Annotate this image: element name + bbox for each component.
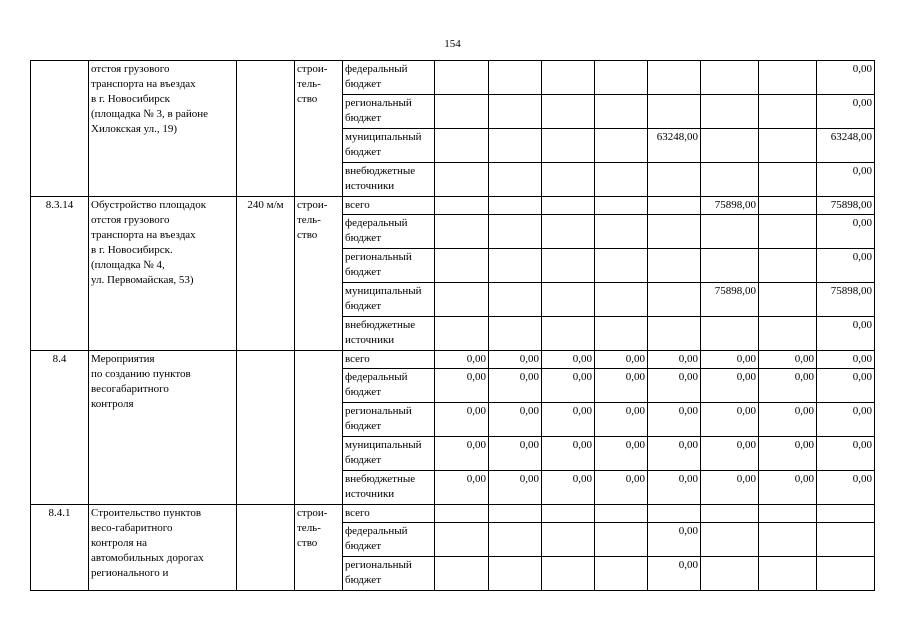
year-value-cell [701, 317, 759, 351]
year-value-cell [701, 505, 759, 523]
year-value-cell [648, 197, 701, 215]
year-value-cell [435, 317, 489, 351]
year-value-cell: 0,00 [759, 437, 817, 471]
year-value-cell: 0,00 [542, 471, 595, 505]
year-value-cell: 0,00 [701, 471, 759, 505]
year-value-cell [701, 249, 759, 283]
page-number: 154 [444, 38, 461, 50]
year-value-cell: 0,00 [435, 403, 489, 437]
year-value-cell: 75898,00 [701, 197, 759, 215]
year-value-cell: 0,00 [648, 403, 701, 437]
year-value-cell [759, 129, 817, 163]
year-value-cell [489, 163, 542, 197]
year-value-cell [595, 505, 648, 523]
year-value-cell: 0,00 [489, 471, 542, 505]
funding-source-label: муниципальный бюджет [343, 129, 435, 163]
year-value-cell [542, 61, 595, 95]
year-value-cell [489, 249, 542, 283]
total-value-cell [817, 505, 875, 523]
year-value-cell: 0,00 [701, 403, 759, 437]
year-value-cell: 0,00 [489, 403, 542, 437]
row-capacity [237, 505, 295, 591]
year-value-cell: 0,00 [759, 403, 817, 437]
year-value-cell: 0,00 [759, 471, 817, 505]
year-value-cell [489, 215, 542, 249]
total-value-cell: 0,00 [817, 249, 875, 283]
year-value-cell [595, 249, 648, 283]
row-capacity [237, 351, 295, 505]
year-value-cell: 0,00 [595, 471, 648, 505]
year-value-cell [435, 197, 489, 215]
year-value-cell [595, 197, 648, 215]
year-value-cell: 0,00 [542, 437, 595, 471]
row-type: строи- тель- ство [295, 197, 343, 351]
total-value-cell: 0,00 [817, 369, 875, 403]
year-value-cell: 0,00 [648, 437, 701, 471]
year-value-cell [759, 317, 817, 351]
funding-source-label: федеральный бюджет [343, 369, 435, 403]
year-value-cell [595, 557, 648, 591]
year-value-cell [648, 215, 701, 249]
year-value-cell: 0,00 [435, 437, 489, 471]
total-value-cell: 0,00 [817, 351, 875, 369]
funding-source-label: муниципальный бюджет [343, 283, 435, 317]
year-value-cell [701, 557, 759, 591]
funding-source-label: внебюджетные источники [343, 317, 435, 351]
year-value-cell [542, 317, 595, 351]
row-name: отстоя грузового транспорта на въездах в г. Новосибирск (площадка № 3, в районе Хилокская ул., 19) [89, 61, 237, 197]
row-code: 8.4.1 [31, 505, 89, 591]
year-value-cell [701, 163, 759, 197]
year-value-cell: 0,00 [489, 351, 542, 369]
row-type [295, 351, 343, 505]
year-value-cell [759, 197, 817, 215]
funding-source-label: муниципальный бюджет [343, 437, 435, 471]
year-value-cell: 0,00 [542, 351, 595, 369]
year-value-cell [542, 197, 595, 215]
year-value-cell [595, 317, 648, 351]
row-capacity: 240 м/м [237, 197, 295, 351]
year-value-cell [648, 249, 701, 283]
year-value-cell [542, 523, 595, 557]
year-value-cell [759, 249, 817, 283]
year-value-cell [595, 523, 648, 557]
year-value-cell: 0,00 [701, 351, 759, 369]
funding-source-label: региональный бюджет [343, 403, 435, 437]
year-value-cell [701, 95, 759, 129]
year-value-cell [595, 61, 648, 95]
year-value-cell: 0,00 [648, 351, 701, 369]
total-value-cell [817, 523, 875, 557]
year-value-cell: 0,00 [489, 437, 542, 471]
year-value-cell: 0,00 [435, 471, 489, 505]
year-value-cell [435, 95, 489, 129]
total-value-cell: 0,00 [817, 317, 875, 351]
year-value-cell [759, 163, 817, 197]
year-value-cell [648, 317, 701, 351]
funding-source-label: федеральный бюджет [343, 215, 435, 249]
row-capacity [237, 61, 295, 197]
year-value-cell [595, 215, 648, 249]
year-value-cell [759, 215, 817, 249]
year-value-cell [759, 283, 817, 317]
year-value-cell [489, 557, 542, 591]
year-value-cell [489, 523, 542, 557]
funding-source-label: федеральный бюджет [343, 61, 435, 95]
year-value-cell [489, 95, 542, 129]
year-value-cell: 0,00 [595, 437, 648, 471]
year-value-cell: 63248,00 [648, 129, 701, 163]
year-value-cell [489, 283, 542, 317]
total-value-cell: 0,00 [817, 61, 875, 95]
total-value-cell: 0,00 [817, 437, 875, 471]
year-value-cell [595, 163, 648, 197]
funding-source-label: федеральный бюджет [343, 523, 435, 557]
row-name: Мероприятия по созданию пунктов весогабаритного контроля [89, 351, 237, 505]
total-value-cell [817, 557, 875, 591]
funding-source-label: всего [343, 505, 435, 523]
year-value-cell [759, 523, 817, 557]
year-value-cell [648, 283, 701, 317]
year-value-cell [701, 215, 759, 249]
year-value-cell [701, 523, 759, 557]
total-value-cell: 75898,00 [817, 197, 875, 215]
year-value-cell: 0,00 [542, 369, 595, 403]
year-value-cell [542, 249, 595, 283]
total-value-cell: 75898,00 [817, 283, 875, 317]
year-value-cell [542, 95, 595, 129]
year-value-cell [435, 557, 489, 591]
funding-source-label: региональный бюджет [343, 95, 435, 129]
year-value-cell [542, 215, 595, 249]
funding-source-label: внебюджетные источники [343, 471, 435, 505]
year-value-cell [595, 95, 648, 129]
year-value-cell [701, 129, 759, 163]
year-value-cell [648, 61, 701, 95]
total-value-cell: 0,00 [817, 471, 875, 505]
year-value-cell [489, 129, 542, 163]
year-value-cell [542, 505, 595, 523]
year-value-cell: 0,00 [701, 437, 759, 471]
row-name: Обустройство площадок отстоя грузового транспорта на въездах в г. Новосибирск. (площадка № 4, ул. Первомайская, 53) [89, 197, 237, 351]
table-row [31, 505, 875, 523]
year-value-cell [435, 129, 489, 163]
total-value-cell: 0,00 [817, 215, 875, 249]
funding-source-label: региональный бюджет [343, 557, 435, 591]
table-row [31, 197, 875, 215]
year-value-cell [435, 283, 489, 317]
row-type: строи- тель- ство [295, 505, 343, 591]
year-value-cell [489, 61, 542, 95]
year-value-cell: 0,00 [648, 523, 701, 557]
year-value-cell [542, 163, 595, 197]
year-value-cell [648, 95, 701, 129]
row-code: 8.4 [31, 351, 89, 505]
funding-source-label: региональный бюджет [343, 249, 435, 283]
year-value-cell: 0,00 [595, 369, 648, 403]
total-value-cell: 63248,00 [817, 129, 875, 163]
year-value-cell [435, 61, 489, 95]
year-value-cell [435, 163, 489, 197]
funding-source-label: всего [343, 197, 435, 215]
year-value-cell: 0,00 [595, 351, 648, 369]
year-value-cell [595, 129, 648, 163]
year-value-cell [595, 283, 648, 317]
year-value-cell: 0,00 [435, 369, 489, 403]
year-value-cell: 0,00 [648, 557, 701, 591]
total-value-cell: 0,00 [817, 403, 875, 437]
year-value-cell: 0,00 [542, 403, 595, 437]
year-value-cell [759, 557, 817, 591]
year-value-cell [489, 317, 542, 351]
year-value-cell [435, 505, 489, 523]
year-value-cell: 75898,00 [701, 283, 759, 317]
year-value-cell [435, 523, 489, 557]
total-value-cell: 0,00 [817, 163, 875, 197]
year-value-cell: 0,00 [595, 403, 648, 437]
row-name: Строительство пунктов весо-габаритного контроля на автомобильных дорогах регионального и [89, 505, 237, 591]
row-type: строи- тель- ство [295, 61, 343, 197]
year-value-cell: 0,00 [648, 369, 701, 403]
row-code [31, 61, 89, 197]
row-code: 8.3.14 [31, 197, 89, 351]
table-row [31, 351, 875, 369]
year-value-cell [542, 129, 595, 163]
year-value-cell: 0,00 [648, 471, 701, 505]
year-value-cell [542, 283, 595, 317]
year-value-cell [648, 163, 701, 197]
year-value-cell: 0,00 [701, 369, 759, 403]
year-value-cell [489, 505, 542, 523]
year-value-cell: 0,00 [435, 351, 489, 369]
year-value-cell: 0,00 [759, 351, 817, 369]
total-value-cell: 0,00 [817, 95, 875, 129]
year-value-cell: 0,00 [759, 369, 817, 403]
year-value-cell [759, 61, 817, 95]
year-value-cell: 0,00 [489, 369, 542, 403]
year-value-cell [489, 197, 542, 215]
year-value-cell [759, 505, 817, 523]
year-value-cell [648, 505, 701, 523]
year-value-cell [759, 95, 817, 129]
funding-source-label: внебюджетные источники [343, 163, 435, 197]
budget-table [30, 60, 875, 591]
year-value-cell [435, 215, 489, 249]
table-body [31, 61, 875, 591]
year-value-cell [435, 249, 489, 283]
table-row [31, 61, 875, 95]
funding-source-label: всего [343, 351, 435, 369]
year-value-cell [542, 557, 595, 591]
year-value-cell [701, 61, 759, 95]
